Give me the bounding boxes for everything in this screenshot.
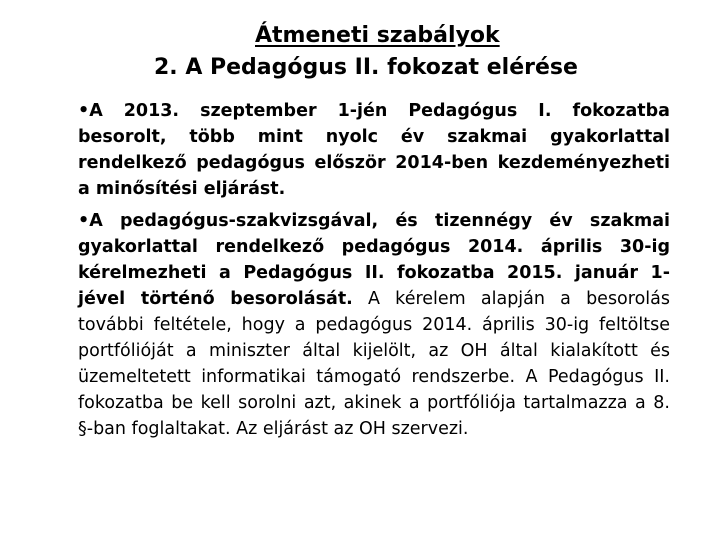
bullet-marker: • [78,101,90,121]
bullet-marker: • [78,211,90,231]
paragraph-1-text: A 2013. szeptember 1-jén Pedagógus I. fokozatba besorolt, több mint nyolc év szakmai gyakorlattal rendelkező pedagógus először 2014-ben kezdeményezheti a minősítési eljárást. [78,101,670,199]
bullet-paragraph-1 [78,98,670,202]
body-content [78,98,670,442]
title-line-2: 2. A Pedagógus II. fokozat elérése [154,55,578,80]
paragraph-2-normal-text: A kérelem alapján a besorolás további feltétele, hogy a pedagógus 2014. április 30-ig feltöltse portfólióját a miniszter által kijelölt, az OH által kialakított és üzemeltetett informatikai támogató rendszerbe. A Pedagógus II. fokozatba be kell sorolni azt, akinek a portfóliója tartalmazza a 8. §-ban foglaltakat. Az eljárást az OH szervezi. [78,289,670,439]
paragraph-2-bold-text: A pedagógus-szakvizsgával, és tizennégy év szakmai gyakorlattal rendelkező pedagógus 2014. április 30-ig kérelmezheti a Pedagógus II. fokozatba 2015. január 1-jével történő besorolását. [78,211,670,309]
title-line-1: Átmeneti szabályok [255,23,500,48]
bullet-paragraph-2 [78,208,670,442]
